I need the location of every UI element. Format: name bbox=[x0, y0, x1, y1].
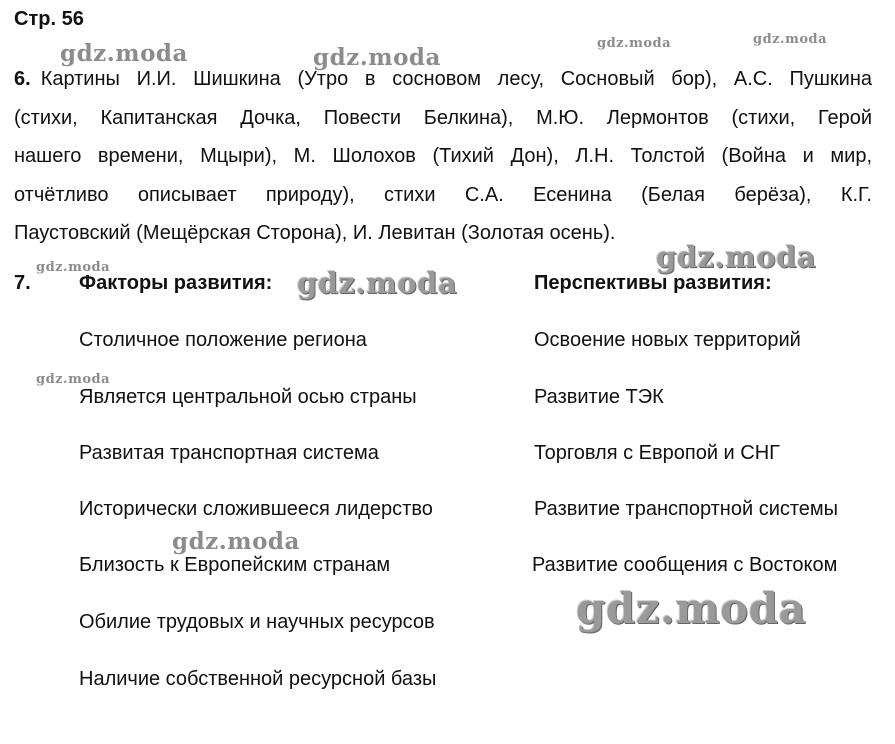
exercise-6-paragraph bbox=[14, 60, 872, 253]
watermark: gdz.moda bbox=[313, 44, 441, 71]
watermark: gdz.moda bbox=[753, 32, 828, 47]
prospect-item: Торговля с Европой и СНГ bbox=[534, 442, 780, 464]
watermark: gdz.moda bbox=[60, 40, 188, 67]
exercise-6-line: Паустовский (Мещёрская Сторона), И. Левитан (Золотая осень). bbox=[14, 222, 616, 244]
watermark: gdz.moda bbox=[36, 260, 111, 275]
factor-item: Исторически сложившееся лидерство bbox=[79, 498, 433, 520]
prospect-item: Развитие транспортной системы bbox=[534, 498, 839, 520]
prospect-item: Освоение новых территорий bbox=[534, 329, 801, 351]
factor-item: Столичное положение региона bbox=[79, 329, 367, 351]
exercise-6-line: 6. Картины И.И. Шишкина (Утро в сосновом лесу, Сосновый бор), А.С. Пушкина bbox=[14, 68, 872, 90]
exercise-6-number: 6. bbox=[14, 68, 31, 90]
watermark: gdz.moda bbox=[297, 266, 458, 300]
factor-item: Развитая транспортная система bbox=[79, 442, 379, 464]
prospect-item: Развитие сообщения с Востоком bbox=[532, 554, 838, 576]
factor-item: Является центральной осью страны bbox=[79, 386, 417, 408]
factor-item: Близость к Европейским странам bbox=[79, 554, 391, 576]
factors-heading: Факторы развития: bbox=[79, 272, 273, 294]
watermark: gdz.moda bbox=[576, 584, 807, 633]
prospects-heading: Перспективы развития: bbox=[534, 272, 772, 294]
exercise-6-line: (стихи, Капитанская Дочка, Повести Белкина), М.Ю. Лермонтов (стихи, Герой bbox=[14, 106, 872, 129]
exercise-7-number: 7. bbox=[14, 272, 31, 294]
factor-item: Наличие собственной ресурсной базы bbox=[79, 668, 437, 690]
watermark: gdz.moda bbox=[597, 36, 672, 51]
page-number: Стр. 56 bbox=[14, 8, 84, 30]
factor-item: Обилие трудовых и научных ресурсов bbox=[79, 611, 435, 633]
exercise-6-line: отчётливо описывает природу), стихи С.А. Есенина (Белая берёза), К.Г. bbox=[14, 183, 872, 206]
exercise-6-line: нашего времени, Мцыри), М. Шолохов (Тихий Дон), Л.Н. Толстой (Война и мир, bbox=[14, 145, 872, 167]
watermark: gdz.moda bbox=[656, 240, 817, 274]
watermark: gdz.moda bbox=[36, 372, 111, 387]
watermark: gdz.moda bbox=[172, 528, 300, 555]
prospect-item: Развитие ТЭК bbox=[534, 386, 664, 408]
